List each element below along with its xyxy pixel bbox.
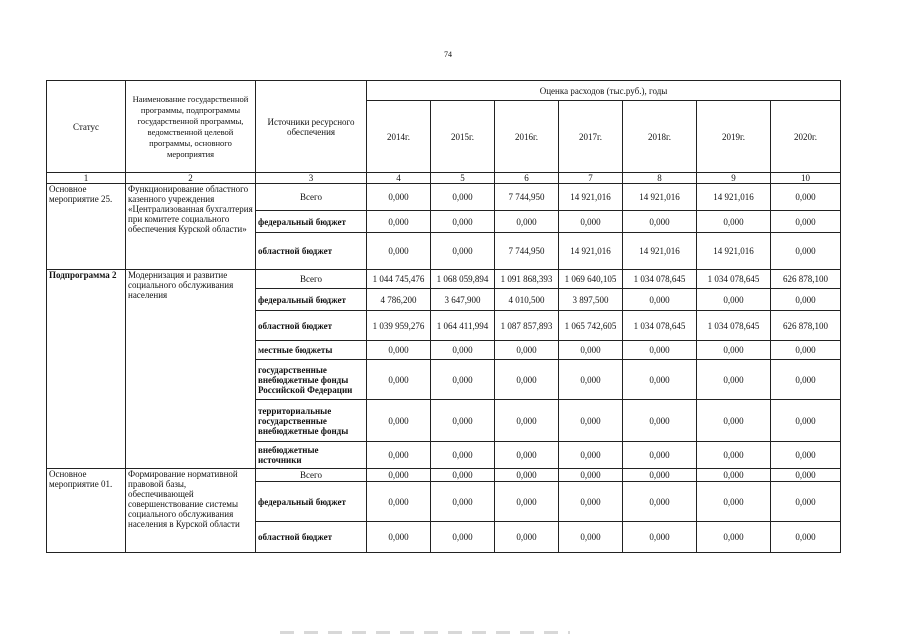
value-cell: 1 034 078,645 (623, 311, 697, 341)
source-cell: федеральный бюджет (256, 211, 367, 233)
value-cell: 1 065 742,605 (559, 311, 623, 341)
header-sources: Источники ресурсного обеспечения (256, 81, 367, 173)
value-cell: 0,000 (771, 400, 841, 442)
source-cell: федеральный бюджет (256, 482, 367, 522)
value-cell: 0,000 (623, 400, 697, 442)
value-cell: 0,000 (771, 184, 841, 211)
value-cell: 0,000 (367, 400, 431, 442)
value-cell: 0,000 (431, 442, 495, 469)
value-cell: 0,000 (623, 211, 697, 233)
value-cell: 0,000 (495, 469, 559, 482)
column-number-3: 3 (256, 173, 367, 184)
value-cell: 0,000 (559, 360, 623, 400)
value-cell: 0,000 (697, 482, 771, 522)
column-number-8: 8 (623, 173, 697, 184)
header-year-7: 2020г. (771, 101, 841, 173)
value-cell: 0,000 (771, 341, 841, 360)
value-cell: 0,000 (431, 211, 495, 233)
value-cell: 0,000 (771, 289, 841, 311)
source-cell: областной бюджет (256, 311, 367, 341)
value-cell: 0,000 (431, 522, 495, 553)
value-cell: 0,000 (771, 233, 841, 270)
value-cell: 0,000 (771, 360, 841, 400)
value-cell: 0,000 (697, 522, 771, 553)
page-number: 74 (444, 50, 452, 59)
header-year-1: 2014г. (367, 101, 431, 173)
column-number-2: 2 (126, 173, 256, 184)
value-cell: 0,000 (431, 360, 495, 400)
column-numbers-row (47, 173, 841, 184)
header-estimate: Оценка расходов (тыс.руб.), годы (367, 81, 841, 101)
value-cell: 0,000 (697, 442, 771, 469)
source-cell: областной бюджет (256, 522, 367, 553)
budget-table-body (47, 81, 841, 553)
value-cell: 14 921,016 (623, 233, 697, 270)
value-cell: 0,000 (367, 482, 431, 522)
value-cell: 0,000 (623, 469, 697, 482)
source-cell: внебюджетные источники (256, 442, 367, 469)
header-name: Наименование государственной программы, подпрограммы государственной программы, ведомственной целевой программы, основного мероприятия (126, 81, 256, 173)
value-cell: 0,000 (559, 522, 623, 553)
value-cell: 0,000 (367, 360, 431, 400)
header-year-6: 2019г. (697, 101, 771, 173)
value-cell: 4 010,500 (495, 289, 559, 311)
value-cell: 0,000 (495, 482, 559, 522)
value-cell: 1 087 857,893 (495, 311, 559, 341)
value-cell: 1 034 078,645 (623, 270, 697, 289)
value-cell: 0,000 (623, 341, 697, 360)
column-number-6: 6 (495, 173, 559, 184)
value-cell: 7 744,950 (495, 184, 559, 211)
source-cell: Всего (256, 184, 367, 211)
table-row (47, 184, 841, 211)
value-cell: 14 921,016 (697, 184, 771, 211)
value-cell: 0,000 (697, 360, 771, 400)
value-cell: 0,000 (559, 469, 623, 482)
value-cell: 1 068 059,894 (431, 270, 495, 289)
value-cell: 0,000 (367, 233, 431, 270)
value-cell: 0,000 (367, 442, 431, 469)
value-cell: 0,000 (431, 400, 495, 442)
value-cell: 0,000 (367, 522, 431, 553)
value-cell: 14 921,016 (559, 184, 623, 211)
source-cell: областной бюджет (256, 233, 367, 270)
source-cell: федеральный бюджет (256, 289, 367, 311)
header-year-5: 2018г. (623, 101, 697, 173)
budget-table (46, 80, 841, 553)
header-year-3: 2016г. (495, 101, 559, 173)
value-cell: 626 878,100 (771, 311, 841, 341)
value-cell: 0,000 (697, 469, 771, 482)
value-cell: 0,000 (559, 442, 623, 469)
value-cell: 0,000 (623, 360, 697, 400)
value-cell: 0,000 (495, 360, 559, 400)
source-cell: государственные внебюджетные фонды Российской Федерации (256, 360, 367, 400)
value-cell: 0,000 (495, 400, 559, 442)
value-cell: 0,000 (367, 184, 431, 211)
header-status: Статус (47, 81, 126, 173)
value-cell: 0,000 (431, 341, 495, 360)
value-cell: 0,000 (697, 289, 771, 311)
status-cell: Подпрограмма 2 (47, 270, 126, 469)
value-cell: 0,000 (495, 341, 559, 360)
value-cell: 3 897,500 (559, 289, 623, 311)
value-cell: 0,000 (697, 211, 771, 233)
value-cell: 0,000 (559, 400, 623, 442)
value-cell: 0,000 (431, 482, 495, 522)
name-cell: Формирование нормативной правовой базы, обеспечивающей совершенствование системы социального обслуживания населения в Курской области (126, 469, 256, 553)
value-cell: 14 921,016 (623, 184, 697, 211)
source-cell: местные бюджеты (256, 341, 367, 360)
value-cell: 0,000 (623, 482, 697, 522)
column-number-5: 5 (431, 173, 495, 184)
column-number-1: 1 (47, 173, 126, 184)
footer-scan-mark (280, 631, 570, 634)
header-year-4: 2017г. (559, 101, 623, 173)
column-number-9: 9 (697, 173, 771, 184)
value-cell: 0,000 (697, 400, 771, 442)
value-cell: 14 921,016 (559, 233, 623, 270)
value-cell: 0,000 (771, 442, 841, 469)
header-year-2: 2015г. (431, 101, 495, 173)
value-cell: 1 034 078,645 (697, 311, 771, 341)
value-cell: 0,000 (623, 442, 697, 469)
table-row (47, 270, 841, 289)
name-cell: Функционирование областного казенного учреждения «Централизованная бухгалтерия при комитете социального обеспечения Курской области» (126, 184, 256, 270)
value-cell: 1 034 078,645 (697, 270, 771, 289)
value-cell: 14 921,016 (697, 233, 771, 270)
source-cell: территориальные государственные внебюджетные фонды (256, 400, 367, 442)
column-number-7: 7 (559, 173, 623, 184)
status-cell: Основное мероприятие 01. (47, 469, 126, 553)
value-cell: 0,000 (559, 341, 623, 360)
source-cell: Всего (256, 469, 367, 482)
value-cell: 1 069 640,105 (559, 270, 623, 289)
value-cell: 0,000 (771, 522, 841, 553)
value-cell: 0,000 (495, 522, 559, 553)
value-cell: 0,000 (559, 482, 623, 522)
value-cell: 0,000 (771, 211, 841, 233)
value-cell: 0,000 (771, 482, 841, 522)
source-cell: Всего (256, 270, 367, 289)
value-cell: 0,000 (431, 469, 495, 482)
value-cell: 1 091 868,393 (495, 270, 559, 289)
value-cell: 3 647,900 (431, 289, 495, 311)
value-cell: 0,000 (495, 442, 559, 469)
value-cell: 0,000 (623, 289, 697, 311)
value-cell: 0,000 (495, 211, 559, 233)
value-cell: 0,000 (623, 522, 697, 553)
value-cell: 0,000 (367, 211, 431, 233)
value-cell: 0,000 (431, 233, 495, 270)
value-cell: 0,000 (367, 341, 431, 360)
value-cell: 4 786,200 (367, 289, 431, 311)
column-number-10: 10 (771, 173, 841, 184)
value-cell: 626 878,100 (771, 270, 841, 289)
status-cell: Основное мероприятие 25. (47, 184, 126, 270)
name-cell: Модернизация и развитие социального обслуживания населения (126, 270, 256, 469)
value-cell: 7 744,950 (495, 233, 559, 270)
column-number-4: 4 (367, 173, 431, 184)
value-cell: 1 044 745,476 (367, 270, 431, 289)
value-cell: 0,000 (431, 184, 495, 211)
value-cell: 1 064 411,994 (431, 311, 495, 341)
table-row (47, 469, 841, 482)
value-cell: 0,000 (697, 341, 771, 360)
value-cell: 0,000 (559, 211, 623, 233)
value-cell: 0,000 (367, 469, 431, 482)
value-cell: 0,000 (771, 469, 841, 482)
value-cell: 1 039 959,276 (367, 311, 431, 341)
